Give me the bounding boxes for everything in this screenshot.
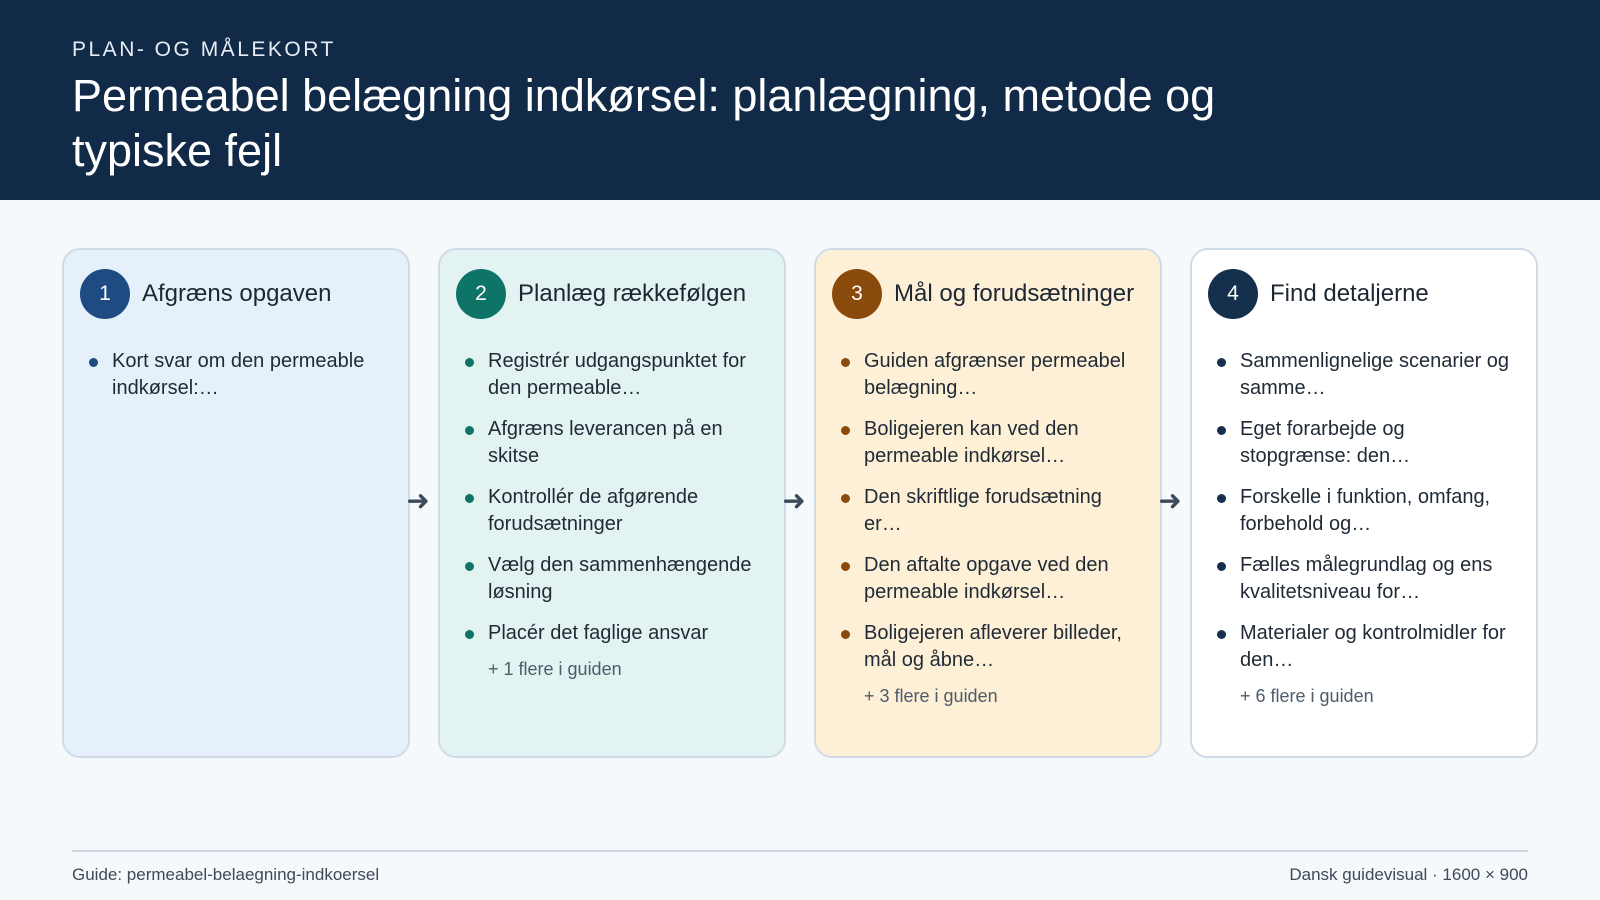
bullet-icon: [465, 562, 474, 571]
bullet-icon: [1217, 358, 1226, 367]
step-number-3: 3: [832, 269, 882, 319]
step-title-2: Planlæg rækkefølgen: [518, 280, 747, 307]
step-card-4: [1190, 248, 1538, 758]
list-item: Afgræns leverancen på en skitse: [464, 416, 764, 470]
bullet-icon: [1217, 562, 1226, 571]
step-number-2: 2: [456, 269, 506, 319]
bullet-icon: [841, 426, 850, 435]
list-item: Forskelle i funktion, omfang, forbehold og…: [1216, 484, 1516, 538]
bullet-icon: [841, 562, 850, 571]
arrow-right-icon: ➜: [406, 485, 430, 516]
list-item: Materialer og kontrolmidler for den…: [1216, 620, 1516, 674]
footer-divider: [72, 850, 1528, 852]
step-card-1: [62, 248, 410, 758]
step-title-3: Mål og forudsætninger: [894, 280, 1135, 307]
bullet-icon: [1217, 426, 1226, 435]
arrow-right-icon: ➜: [1158, 485, 1182, 516]
bullet-icon: [841, 358, 850, 367]
list-item: Registrér udgangspunktet for den permeable…: [464, 348, 764, 402]
step-number-4: 4: [1208, 269, 1258, 319]
step-card-2: [438, 248, 786, 758]
bullet-icon: [465, 358, 474, 367]
bullet-icon: [841, 494, 850, 503]
list-item: Boligejeren afleverer billeder, mål og åbne…: [840, 620, 1140, 674]
step-title-4: Find detaljerne: [1270, 280, 1429, 307]
more-in-guide: + 3 flere i guiden: [864, 686, 998, 706]
eyebrow: PLAN- OG MÅLEKORT: [72, 38, 336, 61]
step-items-1: [80, 348, 392, 402]
more-in-guide: + 6 flere i guiden: [1240, 686, 1374, 706]
bullet-icon: [465, 630, 474, 639]
list-item: Guiden afgrænser permeabel belægning…: [840, 348, 1140, 402]
footer-guide-slug: Guide: permeabel-belaegning-indkoersel: [72, 865, 380, 884]
arrow-right-icon: ➜: [782, 485, 806, 516]
page-title: Permeabel belægning indkørsel: planlægning, metode og typiske fejl: [72, 70, 1216, 176]
list-item: Kort svar om den permeable indkørsel:…: [88, 348, 388, 402]
list-item: Den skriftlige forudsætning er…: [840, 484, 1140, 538]
step-items-4: [1208, 348, 1520, 674]
bullet-icon: [841, 630, 850, 639]
footer-meta: Dansk guidevisual · 1600 × 900: [1289, 865, 1528, 884]
list-item: Kontrollér de afgørende forudsætninger: [464, 484, 764, 538]
list-item: Den aftalte opgave ved den permeable indkørsel…: [840, 552, 1140, 606]
bullet-icon: [89, 358, 98, 367]
step-items-3: [832, 348, 1144, 674]
step-card-3: [814, 248, 1162, 758]
bullet-icon: [465, 426, 474, 435]
list-item: Placér det faglige ansvar: [464, 620, 764, 647]
bullet-icon: [1217, 630, 1226, 639]
header: [0, 0, 1600, 200]
more-in-guide: + 1 flere i guiden: [488, 659, 622, 679]
list-item: Boligejeren kan ved den permeable indkørsel…: [840, 416, 1140, 470]
step-number-1: 1: [80, 269, 130, 319]
step-title-1: Afgræns opgaven: [142, 280, 332, 307]
step-items-2: [456, 348, 768, 647]
step-cards: [62, 248, 1538, 758]
list-item: Fælles målegrundlag og ens kvalitetsniveau for…: [1216, 552, 1516, 606]
list-item: Vælg den sammenhængende løsning: [464, 552, 764, 606]
list-item: Eget forarbejde og stopgrænse: den…: [1216, 416, 1516, 470]
list-item: Sammenlignelige scenarier og samme…: [1216, 348, 1516, 402]
bullet-icon: [465, 494, 474, 503]
bullet-icon: [1217, 494, 1226, 503]
